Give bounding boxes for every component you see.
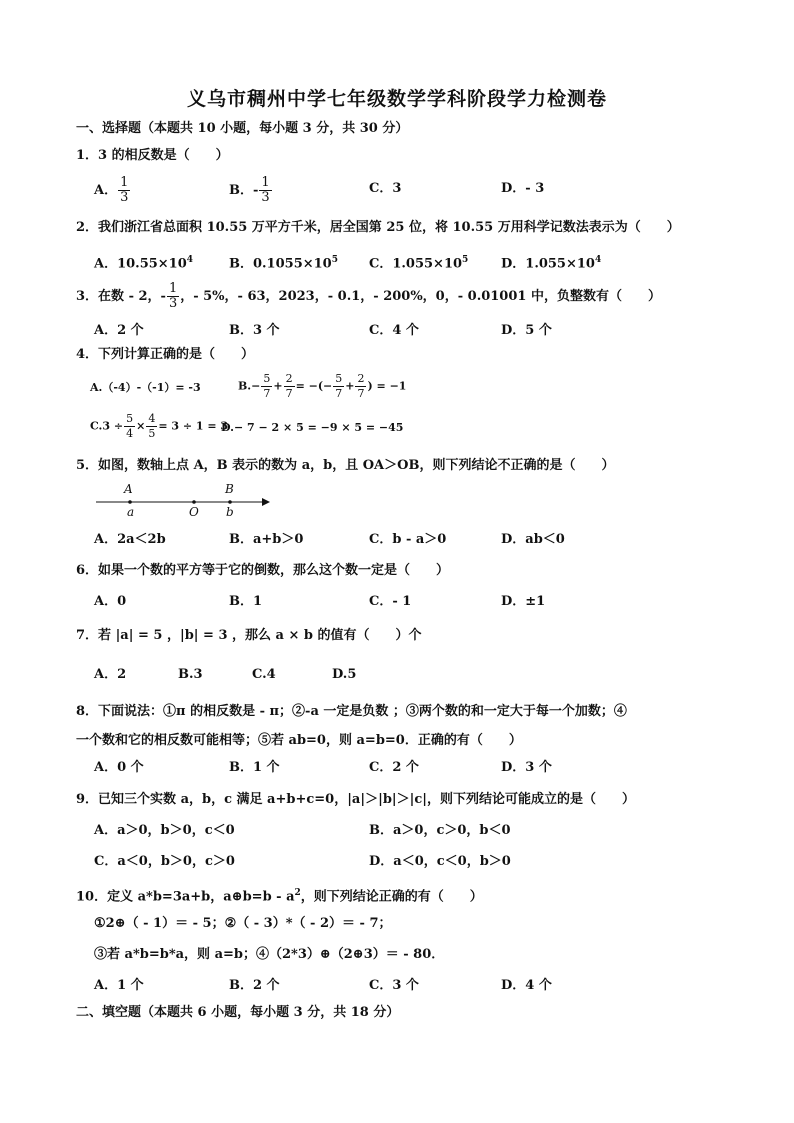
q1-stem: 1．3 的相反数是（ ） — [76, 148, 229, 163]
q10-stem: 10．定义 a*b=3a+b，a⊕b=b - $a^2$，则下列结论正确的有（ ） — [76, 888, 483, 905]
q4-option-c: C.3 ÷ $\frac{5}{4}$ × $\frac{4}{5}$ = 3 ÷ 1 = 3 — [90, 412, 229, 440]
q6-stem: 6．如果一个数的平方等于它的倒数，那么这个数一定是（ ） — [76, 563, 450, 578]
q10-statements-line1: ①2⊕（ - 1）＝ - 5；②（ - 3）*（ - 2）＝ - 7； — [94, 916, 392, 931]
section-1-heading: 一、选择题（本题共 10 小题，每小题 3 分，共 30 分） — [76, 121, 409, 136]
q1-option-a: A． $\frac{1}{3}$ — [94, 175, 129, 205]
q4-stem: 4．下列计算正确的是（ ） — [76, 347, 255, 362]
q4-option-b: B.− $\frac{5}{7}$ + $\frac{2}{7}$ = −(− $\frac{5}{7}$ + $\frac{2}{7}$ ) = −1 — [238, 372, 407, 400]
q7-option-c: C.4 — [252, 667, 276, 682]
q6-option-b: B．1 — [229, 594, 263, 609]
q8-stem-line1: 8．下面说法：①π 的相反数是 - π；②-a 一定是负数 ；③两个数的和一定大于每一个加数；④ — [76, 704, 627, 719]
q8-stem-line2: 一个数和它的相反数可能相等；⑤若 ab=0，则 a=b=0．正确的有（ ） — [76, 733, 522, 748]
number-line-svg — [94, 480, 274, 520]
q5-option-a: A．2a＜2b — [94, 532, 166, 547]
q8-option-b: B．1 个 — [229, 760, 280, 775]
q9-option-b: B．a＞0，c＞0，b＜0 — [369, 823, 511, 838]
section-2-heading: 二、填空题（本题共 6 小题，每小题 3 分，共 18 分） — [76, 1005, 400, 1020]
q2-option-b: B．$0.1055\times 10^5$ — [229, 255, 338, 272]
q5-option-d: D．ab＜0 — [501, 532, 565, 547]
q9-option-c: C．a＜0，b＞0，c＞0 — [94, 854, 235, 869]
q3-option-b: B．3 个 — [229, 323, 280, 338]
q6-option-c: C．- 1 — [369, 594, 412, 609]
q4-option-d: D.− 7 − 2 × 5 = −9 × 5 = −45 — [221, 421, 404, 434]
q2-stem: 2．我们浙江省总面积 10.55 万平方千米，居全国第 25 位，将 10.55 万用科学记数法表示为（ ） — [76, 220, 680, 235]
q8-option-c: C．2 个 — [369, 760, 419, 775]
value-a-label: a — [127, 505, 135, 519]
q6-option-d: D．±1 — [501, 594, 546, 609]
q8-option-a: A．0 个 — [94, 760, 144, 775]
origin-O-label: O — [189, 505, 199, 519]
q2-option-d: D．$1.055\times 10^4$ — [501, 255, 602, 272]
number-line-figure — [94, 480, 274, 520]
q2-option-c: C．$1.055\times 10^5$ — [369, 255, 469, 272]
q8-option-d: D．3 个 — [501, 760, 552, 775]
q5-stem: 5．如图，数轴上点 A，B 表示的数为 a，b，且 OA＞OB，则下列结论不正确的是（ ） — [76, 458, 615, 473]
q9-option-d: D．a＜0，c＜0，b＞0 — [369, 854, 511, 869]
q10-option-c: C．3 个 — [369, 978, 419, 993]
q3-option-c: C．4 个 — [369, 323, 419, 338]
q10-option-d: D．4 个 — [501, 978, 552, 993]
q10-statements-line2: ③若 a*b=b*a，则 a=b；④（2*3）⊕（2⊕3）＝ - 80． — [94, 947, 445, 962]
q9-option-a: A．a＞0，b＞0，c＜0 — [94, 823, 235, 838]
q9-stem: 9．已知三个实数 a，b，c 满足 a+b+c=0，|a|＞|b|＞|c|，则下列结论可能成立的是（ ） — [76, 792, 636, 807]
q2-option-a: A．$10.55\times 10^4$ — [94, 255, 194, 272]
q10-option-b: B．2 个 — [229, 978, 280, 993]
q1-option-b: B．- $\frac{1}{3}$ — [229, 175, 270, 205]
q10-option-a: A．1 个 — [94, 978, 144, 993]
q3-option-d: D．5 个 — [501, 323, 552, 338]
q4-option-a: A.（-4）-（-1）= -3 — [90, 381, 201, 394]
point-B-label: B — [225, 482, 234, 496]
q7-option-a: A．2 — [94, 667, 127, 682]
q6-option-a: A．0 — [94, 594, 127, 609]
q7-stem: 7．若 |a| = 5 ，|b| = 3 ，那么 a × b 的值有（ ）个 — [76, 628, 422, 643]
q5-option-b: B．a+b＞0 — [229, 532, 304, 547]
q3-option-a: A．2 个 — [94, 323, 144, 338]
q3-stem: 3．在数 - 2，- $\frac{1}{3}$ ，- 5%，- 63，2023，- 0.1，- 200%，0，- 0.01001 中，负整数有（ ） — [76, 281, 661, 311]
q7-option-b: B.3 — [178, 667, 203, 682]
value-b-label: b — [226, 505, 234, 519]
q5-option-c: C．b - a＞0 — [369, 532, 447, 547]
q7-option-d: D.5 — [332, 667, 357, 682]
exam-title: 义乌市稠州中学七年级数学学科阶段学力检测卷 — [186, 88, 607, 110]
q1-option-c: C．3 — [369, 181, 402, 196]
q1-option-d: D．- 3 — [501, 181, 545, 196]
point-A-label: A — [124, 482, 133, 496]
